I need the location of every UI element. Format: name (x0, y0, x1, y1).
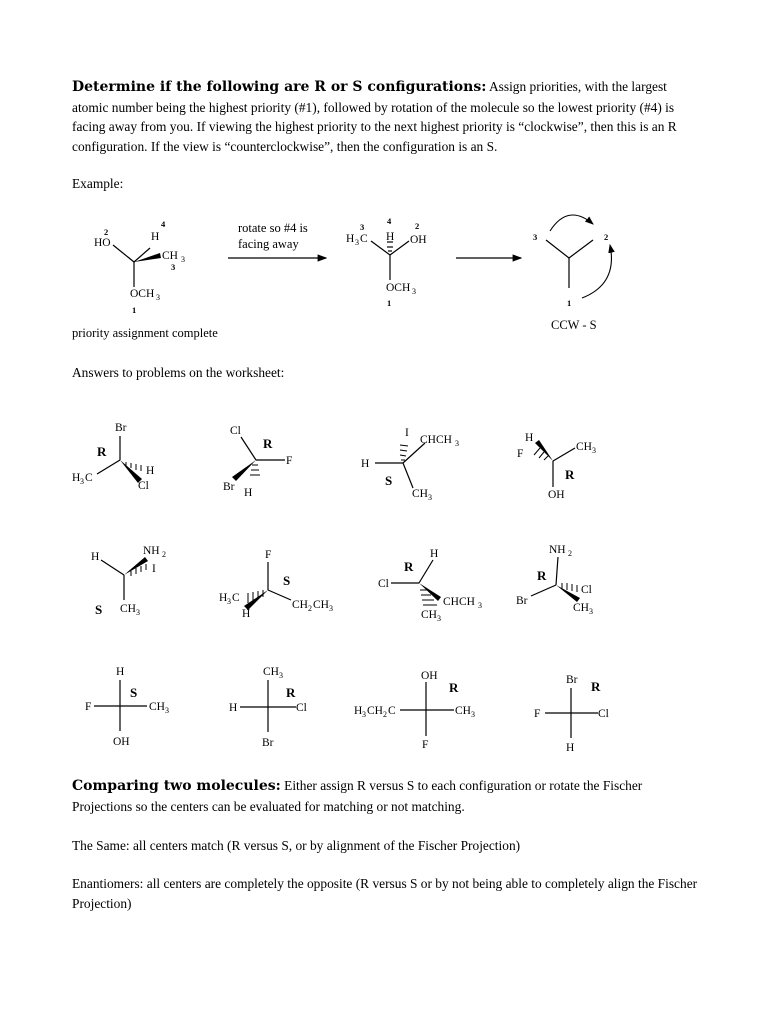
answer-3-1 (85, 666, 169, 748)
svg-text:4: 4 (161, 219, 166, 229)
svg-text:F: F (534, 708, 541, 720)
svg-text:F: F (85, 701, 92, 713)
svg-text:H: H (354, 705, 363, 717)
svg-text:I: I (152, 563, 156, 575)
result-caption: CCW - S (551, 318, 597, 332)
answers-label: Answers to problems on the worksheet: (72, 365, 285, 380)
svg-text:F: F (286, 455, 293, 467)
priority-caption: priority assignment complete (72, 326, 218, 340)
svg-text:H: H (72, 472, 81, 484)
answer-2-2 (219, 549, 333, 620)
answer-1-3 (361, 427, 459, 502)
svg-text:2: 2 (415, 221, 420, 231)
svg-text:3: 3 (156, 293, 160, 302)
comparing-paragraph (72, 776, 698, 816)
svg-text:OH: OH (113, 736, 130, 748)
svg-text:3: 3 (171, 262, 176, 272)
svg-text:OCH: OCH (130, 288, 155, 300)
svg-text:3: 3 (362, 710, 366, 719)
svg-text:Cl: Cl (378, 578, 389, 590)
svg-text:2: 2 (104, 227, 109, 237)
svg-text:2: 2 (162, 550, 166, 559)
svg-text:NH: NH (549, 544, 566, 556)
svg-text:3: 3 (181, 255, 185, 264)
config-label: S (130, 685, 138, 700)
arrow-caption-line2: facing away (238, 237, 299, 251)
config-label: S (283, 573, 291, 588)
svg-text:2: 2 (604, 232, 609, 242)
svg-text:CH: CH (149, 701, 165, 713)
svg-text:Cl: Cl (138, 480, 149, 492)
svg-text:Br: Br (223, 481, 235, 493)
svg-text:3: 3 (589, 607, 593, 616)
answer-3-3 (354, 670, 475, 751)
config-label: R (565, 467, 575, 482)
svg-text:H: H (361, 458, 370, 470)
answer-2-3 (378, 548, 482, 623)
svg-text:1: 1 (387, 298, 392, 308)
svg-text:3: 3 (428, 493, 432, 502)
config-label: R (97, 444, 107, 459)
svg-text:Br: Br (516, 595, 528, 607)
svg-text:Br: Br (566, 674, 578, 686)
svg-text:C: C (360, 233, 368, 245)
svg-text:3: 3 (478, 601, 482, 610)
svg-text:1: 1 (567, 298, 572, 308)
config-label: R (449, 680, 459, 695)
svg-text:H: H (566, 742, 575, 754)
svg-text:3: 3 (165, 706, 169, 715)
svg-text:CH: CH (292, 599, 308, 611)
svg-text:3: 3 (412, 287, 416, 296)
svg-text:H: H (346, 233, 355, 245)
svg-text:CH: CH (162, 250, 178, 262)
svg-text:CH: CH (367, 705, 383, 717)
svg-text:C: C (232, 592, 240, 604)
svg-text:F: F (422, 739, 429, 751)
answer-3-2 (229, 666, 307, 749)
svg-text:CH: CH (576, 441, 592, 453)
svg-text:H: H (151, 231, 160, 243)
svg-text:1: 1 (132, 305, 137, 315)
answer-2-1 (91, 545, 166, 617)
example-molecule-2 (346, 216, 427, 308)
svg-text:H: H (430, 548, 439, 560)
svg-text:I: I (405, 427, 409, 439)
example-molecule-1 (94, 219, 185, 315)
svg-text:H: H (229, 702, 238, 714)
svg-text:C: C (85, 472, 93, 484)
svg-text:C: C (388, 705, 396, 717)
same-paragraph: The Same: all centers match (R versus S, or by alignment of the Fischer Projection) (72, 838, 521, 853)
config-label: R (286, 685, 296, 700)
svg-text:Br: Br (262, 737, 274, 749)
svg-text:CH: CH (412, 488, 428, 500)
svg-text:3: 3 (227, 597, 231, 606)
config-label: S (95, 602, 103, 617)
svg-text:2: 2 (383, 710, 387, 719)
example-label: Example: (72, 176, 124, 191)
svg-text:3: 3 (355, 238, 359, 247)
svg-text:OH: OH (410, 234, 427, 246)
svg-text:F: F (265, 549, 272, 561)
svg-text:2: 2 (308, 604, 312, 613)
svg-text:CH: CH (313, 599, 329, 611)
svg-text:H: H (146, 465, 155, 477)
svg-text:4: 4 (387, 216, 392, 226)
svg-text:OH: OH (421, 670, 438, 682)
config-label: S (385, 473, 393, 488)
svg-text:NH: NH (143, 545, 160, 557)
svg-text:CH: CH (421, 609, 437, 621)
config-label: R (263, 436, 273, 451)
svg-text:CHCH: CHCH (443, 596, 475, 608)
svg-text:H: H (116, 666, 125, 678)
svg-text:3: 3 (329, 604, 333, 613)
config-label: R (404, 559, 414, 574)
answer-1-4 (517, 432, 596, 501)
svg-text:3: 3 (80, 477, 84, 486)
svg-text:CH: CH (573, 602, 589, 614)
svg-text:3: 3 (437, 614, 441, 623)
intro-text: Assign priorities, with the largest atomic number being the highest priority (#1), followed by rotation of the molecule so the lowest priority (#4) is facing away from you. If viewing the highest priority to the next highest priority is “clockwise”, then this is an R configuration. If the view is “counterclockwise”, then the configuration is an S. (72, 79, 677, 154)
answer-2-4 (516, 544, 593, 616)
svg-text:3: 3 (360, 222, 365, 232)
svg-text:H: H (219, 592, 228, 604)
comparing-text: Either assign R versus S to each configuration or rotate the Fischer Projections so the centers can be evaluated for matching or not matching. (72, 778, 643, 814)
svg-text:3: 3 (533, 232, 538, 242)
svg-text:H: H (91, 551, 100, 563)
svg-text:F: F (517, 448, 524, 460)
svg-text:H: H (525, 432, 534, 444)
svg-text:3: 3 (279, 671, 283, 680)
svg-text:Cl: Cl (296, 702, 307, 714)
svg-text:Br: Br (115, 422, 127, 434)
svg-text:Cl: Cl (598, 708, 609, 720)
example-molecule-3 (533, 215, 611, 308)
intro-heading: Determine if the following are R or S configurations: (72, 79, 487, 95)
svg-text:HO: HO (94, 237, 111, 249)
svg-text:3: 3 (136, 608, 140, 617)
svg-text:CH: CH (120, 603, 136, 615)
enantiomers-paragraph: Enantiomers: all centers are completely the opposite (R versus S or by not being able to completely align the Fischer Projection) (72, 876, 698, 911)
svg-text:3: 3 (592, 446, 596, 455)
svg-text:Cl: Cl (230, 425, 241, 437)
svg-text:H: H (386, 231, 395, 243)
answer-1-2 (223, 425, 292, 499)
svg-text:OH: OH (548, 489, 565, 501)
answer-1-1 (72, 422, 154, 492)
svg-text:H: H (242, 608, 251, 620)
answer-3-4 (534, 674, 609, 754)
svg-text:OCH: OCH (386, 282, 411, 294)
svg-text:CHCH: CHCH (420, 434, 452, 446)
svg-text:H: H (244, 487, 253, 499)
config-label: R (537, 568, 547, 583)
svg-text:3: 3 (471, 710, 475, 719)
svg-text:CH: CH (263, 666, 279, 678)
svg-text:2: 2 (568, 549, 572, 558)
svg-text:3: 3 (455, 439, 459, 448)
svg-text:CH: CH (455, 705, 471, 717)
svg-text:Cl: Cl (581, 584, 592, 596)
arrow-caption-line1: rotate so #4 is (238, 221, 308, 235)
comparing-heading: Comparing two molecules: (72, 778, 281, 794)
config-label: R (591, 679, 601, 694)
